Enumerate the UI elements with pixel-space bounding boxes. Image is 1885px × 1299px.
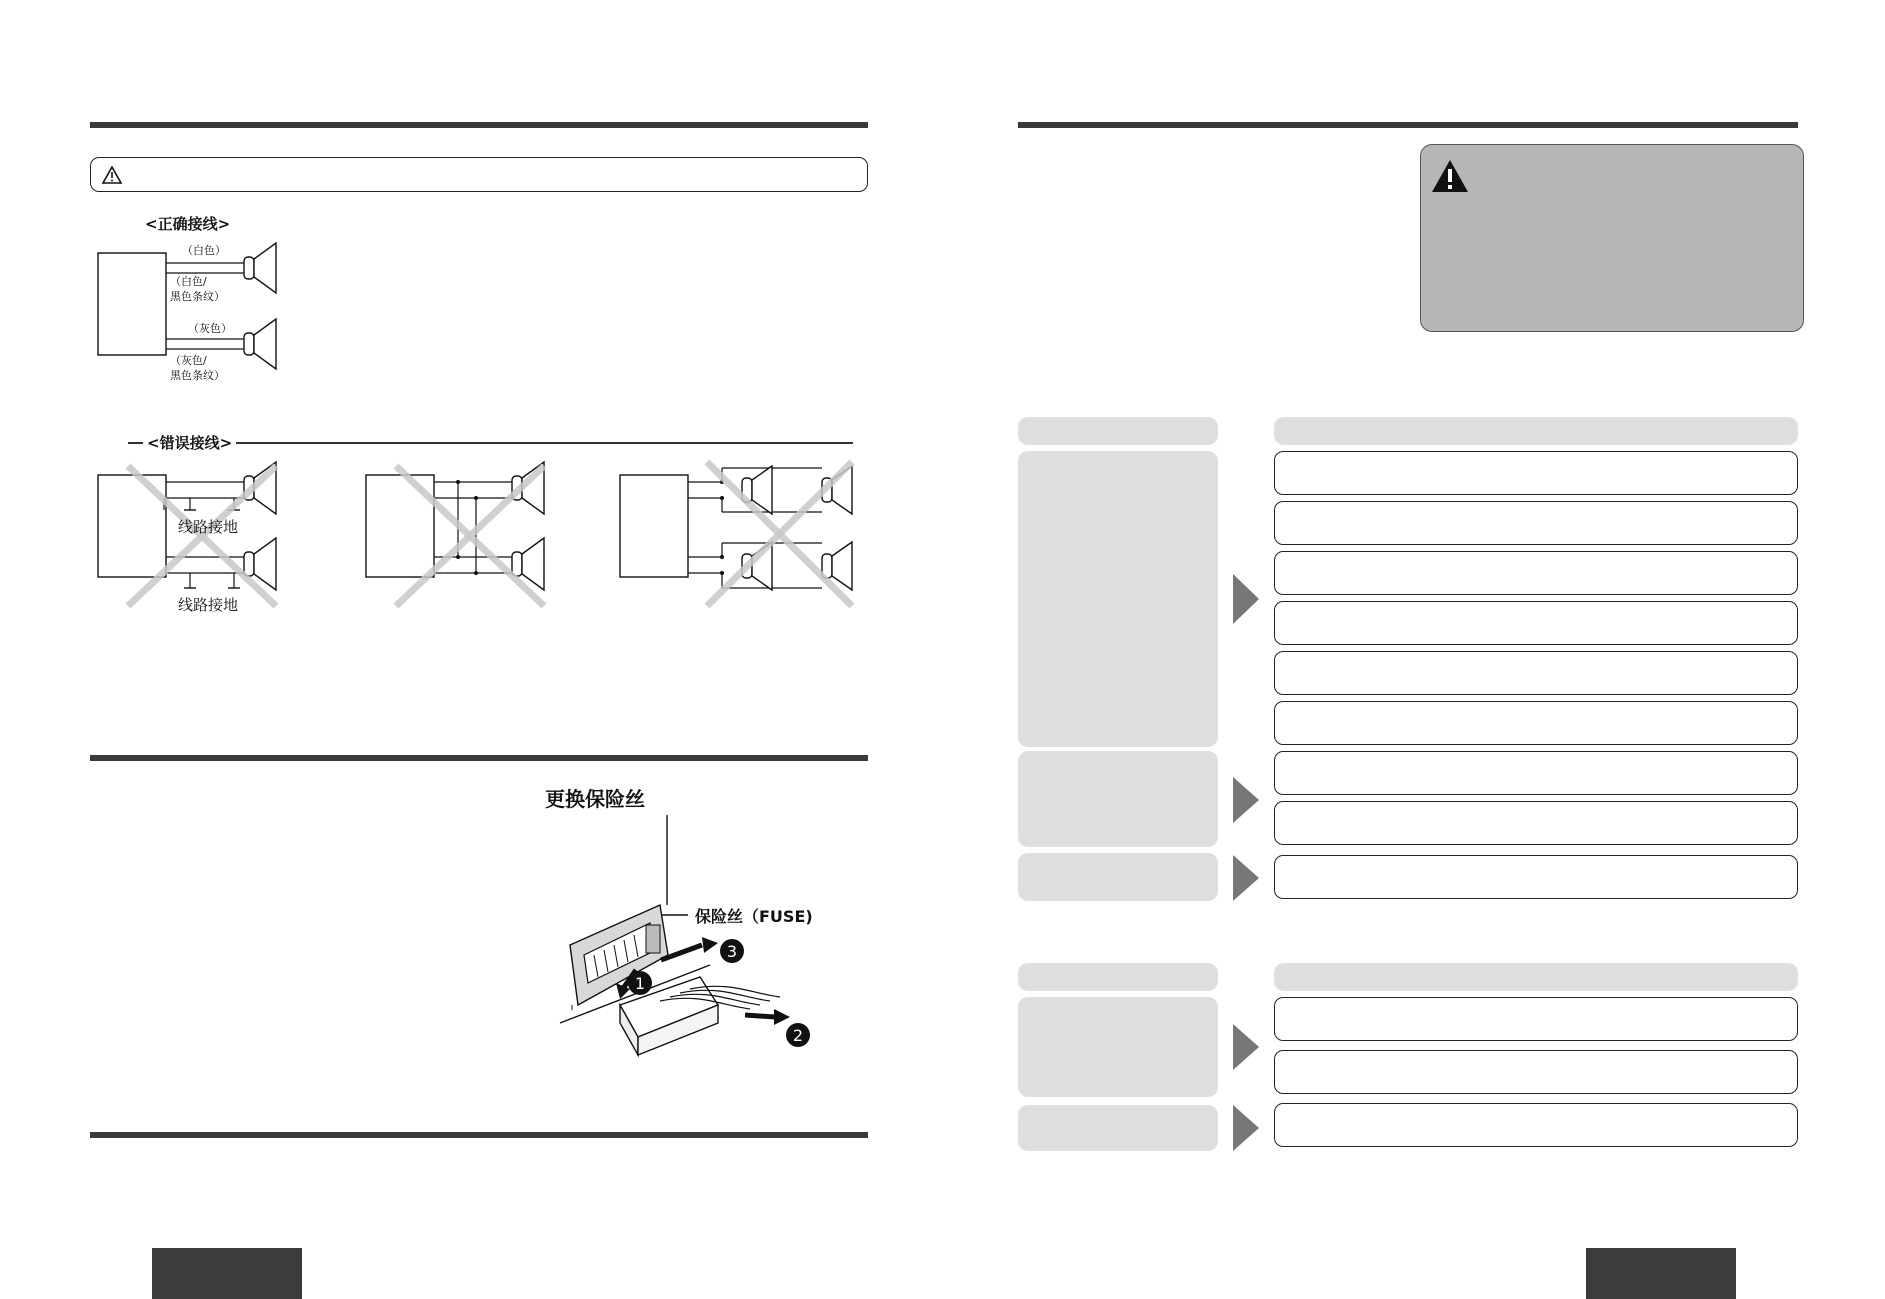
fuse-replace-title: 更换保险丝 bbox=[545, 787, 645, 811]
table2-header-left bbox=[1018, 963, 1218, 991]
correct-wiring-heading: <正确接线> bbox=[145, 215, 231, 233]
table1-solution-6 bbox=[1274, 701, 1798, 745]
table1-solution-5 bbox=[1274, 651, 1798, 695]
wire-label-gray: （灰色） bbox=[188, 322, 232, 335]
table2-solution-3 bbox=[1274, 1103, 1798, 1147]
table1-problem-3 bbox=[1018, 853, 1218, 901]
fuse-label: 保险丝（FUSE) bbox=[695, 907, 813, 926]
step-1-number: 1 bbox=[634, 974, 646, 993]
footer-tab-right bbox=[1586, 1248, 1736, 1299]
ground-label-2: 线路接地 bbox=[178, 596, 239, 614]
wrong-wiring-heading: <错误接线> bbox=[143, 432, 236, 453]
right-arrow-icon bbox=[1233, 855, 1259, 901]
right-arrow-icon bbox=[1233, 1024, 1259, 1070]
table2-header-right bbox=[1274, 963, 1798, 991]
wire-label-white-stripe: （白色/ bbox=[170, 275, 207, 288]
table2-problem-1 bbox=[1018, 997, 1218, 1097]
wire-label-gray-stripe-2: 黑色条纹） bbox=[170, 369, 225, 382]
table1-problem-1 bbox=[1018, 451, 1218, 747]
footer-tab-left bbox=[152, 1248, 302, 1299]
right-arrow-icon bbox=[1233, 777, 1259, 823]
wire-label-white-stripe-2: 黑色条纹） bbox=[170, 290, 225, 303]
wrong-wiring-diagram-2 bbox=[358, 458, 558, 608]
step-3-number: 3 bbox=[726, 942, 738, 961]
table1-header-right bbox=[1274, 417, 1798, 445]
wrong-wiring-divider bbox=[128, 442, 853, 444]
section-rule-fuse bbox=[90, 755, 868, 761]
table1-header-left bbox=[1018, 417, 1218, 445]
right-arrow-icon bbox=[1233, 574, 1259, 624]
fuse-illustration bbox=[550, 805, 870, 1065]
caution-bar bbox=[90, 157, 868, 192]
table1-solution-3 bbox=[1274, 551, 1798, 595]
section-rule-top-left bbox=[90, 122, 868, 128]
table1-problem-2 bbox=[1018, 751, 1218, 847]
table1-solution-9 bbox=[1274, 855, 1798, 899]
step-2-number: 2 bbox=[792, 1026, 804, 1045]
right-arrow-icon bbox=[1233, 1105, 1259, 1151]
warning-triangle-icon bbox=[102, 166, 122, 184]
warning-filled-icon bbox=[1431, 159, 1469, 193]
table1-solution-4 bbox=[1274, 601, 1798, 645]
wire-label-gray-stripe: （灰色/ bbox=[170, 354, 207, 367]
table1-solution-1 bbox=[1274, 451, 1798, 495]
warning-box bbox=[1420, 144, 1804, 332]
table1-solution-8 bbox=[1274, 801, 1798, 845]
wire-label-white: （白色） bbox=[182, 244, 226, 257]
section-rule-top-right bbox=[1018, 122, 1798, 128]
wrong-wiring-diagram-3 bbox=[612, 458, 862, 608]
section-rule-bottom-left bbox=[90, 1132, 868, 1138]
table2-solution-2 bbox=[1274, 1050, 1798, 1094]
table1-solution-7 bbox=[1274, 751, 1798, 795]
ground-label-1: 线路接地 bbox=[178, 518, 239, 536]
table1-solution-2 bbox=[1274, 501, 1798, 545]
table2-problem-2 bbox=[1018, 1105, 1218, 1151]
table2-solution-1 bbox=[1274, 997, 1798, 1041]
